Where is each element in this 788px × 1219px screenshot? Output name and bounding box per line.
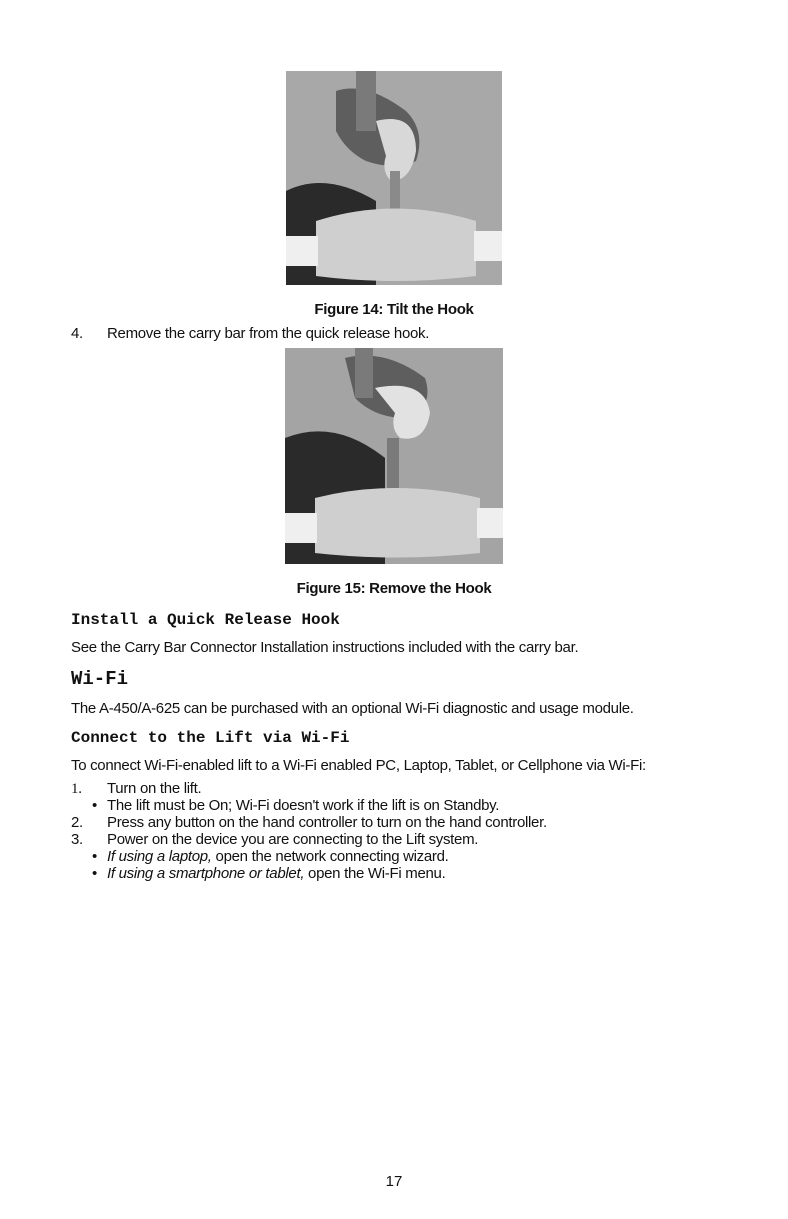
install-text: See the Carry Bar Connector Installation instructions included with the carry bar. — [71, 639, 579, 656]
figure-14-caption: Figure 14: Tilt the Hook — [314, 301, 474, 318]
list-item-rest: open the network connecting wizard. — [211, 848, 449, 865]
list-item-text — [107, 865, 445, 882]
list-number: 1. — [71, 781, 82, 797]
list-item-text — [107, 848, 449, 865]
list-item-italic: If using a smartphone or tablet, — [107, 865, 305, 882]
figure-15-caption: Figure 15: Remove the Hook — [296, 580, 492, 597]
figure-14-photo — [286, 71, 502, 285]
step-4-text: Remove the carry bar from the quick release hook. — [107, 325, 430, 342]
list-item — [71, 780, 82, 798]
connect-heading: Connect to the Lift via Wi-Fi — [71, 729, 350, 747]
wifi-heading: Wi-Fi — [71, 668, 129, 690]
list-number: 3. — [71, 831, 83, 848]
figure-15-photo — [285, 348, 503, 564]
step-4-number: 4. — [71, 325, 83, 342]
page-number: 17 — [385, 1173, 403, 1190]
connect-intro: To connect Wi-Fi-enabled lift to a Wi-Fi enabled PC, Laptop, Tablet, or Cellphone via Wi-Fi: — [71, 757, 646, 774]
list-item-italic: If using a laptop, — [107, 848, 212, 865]
bullet-icon: • — [92, 797, 97, 814]
list-item-text: Turn on the lift. — [107, 780, 202, 797]
list-number: 2. — [71, 814, 83, 831]
list-item-text: The lift must be On; Wi-Fi doesn't work if the lift is on Standby. — [107, 797, 500, 814]
wifi-text: The A-450/A-625 can be purchased with an optional Wi-Fi diagnostic and usage module. — [71, 700, 634, 717]
bullet-icon: • — [92, 865, 97, 882]
list-item-text: Power on the device you are connecting to the Lift system. — [107, 831, 479, 848]
bullet-icon: • — [92, 848, 97, 865]
install-heading: Install a Quick Release Hook — [71, 611, 340, 629]
list-item-text: Press any button on the hand controller to turn on the hand controller. — [107, 814, 547, 831]
step-list — [0, 780, 788, 890]
list-item-rest: open the Wi-Fi menu. — [304, 865, 446, 882]
